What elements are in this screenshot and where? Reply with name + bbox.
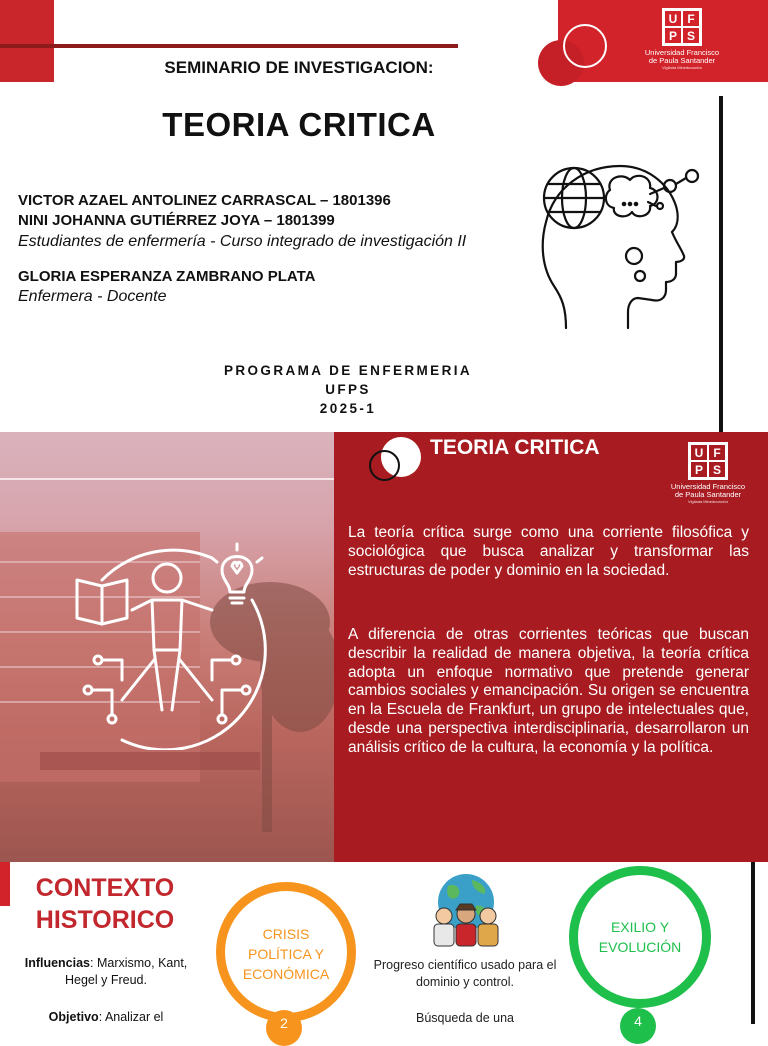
right-divider bbox=[719, 96, 723, 432]
program-name: PROGRAMA DE ENFERMERIA bbox=[223, 363, 473, 378]
decor-circle-outline bbox=[369, 450, 400, 481]
scientists-globe-icon bbox=[428, 872, 504, 948]
intro-paragraph-1: La teoría crítica surge como una corriente filosófica y sociológica que busca analizar y transformar las estructuras de poder y dominio en la sociedad. bbox=[348, 524, 749, 579]
photo-divider bbox=[0, 478, 334, 480]
ufps-logo-mark: U F P S bbox=[688, 442, 728, 480]
section-marker bbox=[0, 862, 10, 906]
teacher-role: Enfermera - Docente bbox=[18, 288, 167, 305]
ufps-logo bbox=[642, 8, 722, 70]
ufps-logo-name: Universidad Francisco de Paula Santander bbox=[670, 482, 746, 499]
vitruvian-idea-icon bbox=[62, 540, 272, 750]
ufps-logo-mark: U F P S bbox=[662, 8, 702, 46]
header-divider bbox=[0, 44, 458, 48]
progress-text: Progreso científico usado para el dominio y control. bbox=[373, 958, 557, 989]
step-badge: 4 bbox=[620, 1008, 656, 1044]
seminar-label: SEMINARIO DE INVESTIGACION: bbox=[164, 58, 434, 77]
author-2: NINI JOHANNA GUTIÉRREZ JOYA – 1801399 bbox=[18, 212, 335, 229]
objective-text: Objetivo: Analizar el bbox=[48, 1010, 164, 1024]
ufps-logo-motto: Vigilada Mineducación bbox=[662, 65, 702, 70]
ufps-logo-name: Universidad Francisco de Paula Santander bbox=[644, 48, 720, 65]
ufps-logo bbox=[668, 442, 748, 504]
program-period: 2025-1 bbox=[319, 401, 377, 416]
students-role: Estudiantes de enfermería - Curso integrado de investigación II bbox=[18, 233, 467, 250]
crisis-label: CRISIS POLÍTICA Y ECONÓMICA bbox=[242, 926, 330, 982]
search-text: Búsqueda de una bbox=[415, 1011, 514, 1025]
exile-circle bbox=[569, 866, 711, 1008]
author-1: VICTOR AZAEL ANTOLINEZ CARRASCAL – 1801396 bbox=[18, 192, 391, 209]
intro-title: TEORIA CRITICA bbox=[430, 436, 600, 459]
page-title: TEORIA CRITICA bbox=[162, 106, 436, 143]
ufps-logo-motto: Vigilada Mineducación bbox=[688, 499, 728, 504]
intro-paragraph-2: A diferencia de otras corrientes teóricas que buscan describir la realidad de manera objetiva, la teoría crítica adopta un enfoque normativo que pretende generar cambios sociales y emancipación. Su origen se encuentra en la Escuela de Frankfurt, un grupo de intelectuales que, desde una perspectiva interdisciplinaria, desarrollaron un análisis crítico de la cultura, la economía y la política. bbox=[348, 626, 749, 756]
program-university: UFPS bbox=[325, 382, 371, 397]
head-globe-icon bbox=[536, 158, 708, 334]
teacher-name: GLORIA ESPERANZA ZAMBRANO PLATA bbox=[18, 268, 316, 285]
influences-text: Influencias: Marxismo, Kant, Hegel y Freud. bbox=[24, 956, 188, 987]
step-badge: 2 bbox=[266, 1010, 302, 1046]
right-divider bbox=[751, 862, 755, 1024]
exile-label: EXILIO Y EVOLUCIÓN bbox=[598, 919, 682, 955]
crisis-circle bbox=[216, 882, 356, 1022]
context-title: CONTEXTO HISTORICO bbox=[35, 874, 175, 934]
